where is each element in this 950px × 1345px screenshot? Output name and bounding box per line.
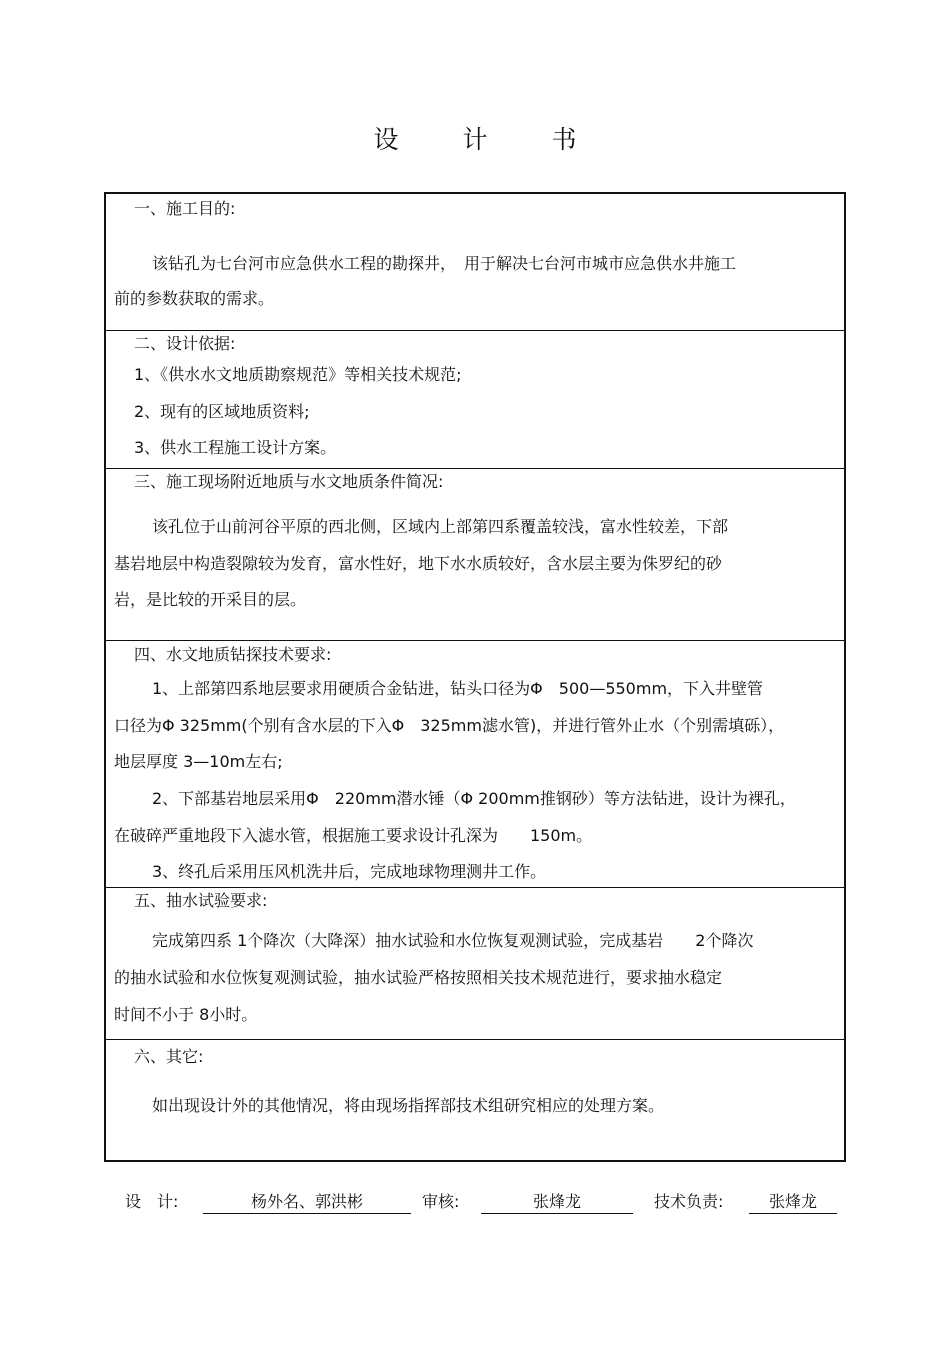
paragraph-line: 口径为Φ 325mm(个别有含水层的下入Φ 325mm滤水管)，并进行管外止水（个别需填砾）， bbox=[114, 716, 785, 735]
design-label: 设 计: bbox=[125, 1192, 179, 1211]
design-value: 杨外名、郭洪彬 bbox=[203, 1190, 411, 1214]
section-drilling-requirements bbox=[106, 641, 844, 888]
design-table bbox=[104, 192, 846, 1162]
section-heading: 五、抽水试验要求: bbox=[134, 891, 268, 910]
section-pumping-test bbox=[106, 888, 844, 1040]
review-label: 审核: bbox=[422, 1192, 460, 1211]
paragraph-line: 在破碎严重地段下入滤水管，根据施工要求设计孔深为 150m。 bbox=[114, 826, 593, 845]
section-heading: 一、施工目的: bbox=[134, 199, 236, 218]
list-item: 2、现有的区域地质资料; bbox=[134, 402, 310, 421]
list-item: 1、《供水水文地质勘察规范》等相关技术规范; bbox=[134, 365, 462, 384]
document-title: 设 计 书 bbox=[373, 125, 605, 154]
section-heading: 二、设计依据: bbox=[134, 334, 236, 353]
list-item: 3、供水工程施工设计方案。 bbox=[134, 438, 337, 457]
paragraph-line: 地层厚度 3—10m左右; bbox=[114, 752, 283, 771]
paragraph-line: 岩，是比较的开采目的层。 bbox=[114, 590, 307, 609]
section-construction-purpose bbox=[106, 194, 844, 331]
section-geology-conditions bbox=[106, 469, 844, 641]
section-design-basis bbox=[106, 331, 844, 469]
paragraph-line: 3、终孔后采用压风机洗井后，完成地球物理测井工作。 bbox=[152, 862, 547, 881]
paragraph-line: 该孔位于山前河谷平原的西北侧，区域内上部第四系覆盖较浅，富水性较差，下部 bbox=[152, 517, 729, 536]
paragraph-line: 完成第四系 1个降次（大降深）抽水试验和水位恢复观测试验，完成基岩 2个降次 bbox=[152, 931, 754, 950]
paragraph-line: 基岩地层中构造裂隙较为发育，富水性好，地下水水质较好，含水层主要为侏罗纪的砂 bbox=[114, 554, 723, 573]
paragraph-line: 如出现设计外的其他情况，将由现场指挥部技术组研究相应的处理方案。 bbox=[152, 1096, 665, 1115]
section-heading: 六、其它: bbox=[134, 1047, 204, 1066]
paragraph-line: 时间不小于 8小时。 bbox=[114, 1005, 258, 1024]
paragraph-line: 该钻孔为七台河市应急供水工程的勘探井， 用于解决七台河市城市应急供水井施工 bbox=[152, 254, 737, 273]
tech-lead-label: 技术负责: bbox=[654, 1192, 724, 1211]
tech-lead-value: 张烽龙 bbox=[749, 1190, 837, 1214]
review-value: 张烽龙 bbox=[481, 1190, 633, 1214]
signature-footer bbox=[0, 1190, 950, 1220]
paragraph-line: 前的参数获取的需求。 bbox=[114, 289, 275, 308]
paragraph-line: 的抽水试验和水位恢复观测试验，抽水试验严格按照相关技术规范进行，要求抽水稳定 bbox=[114, 968, 723, 987]
paragraph-line: 2、下部基岩地层采用Φ 220mm潜水锤（Φ 200mm推钢砂）等方法钻进，设计为裸孔， bbox=[152, 789, 796, 808]
section-other bbox=[106, 1040, 844, 1160]
paragraph-line: 1、上部第四系地层要求用硬质合金钻进，钻头口径为Φ 500—550mm，下入井壁管 bbox=[152, 679, 764, 698]
section-heading: 四、水文地质钻探技术要求: bbox=[134, 645, 332, 664]
section-heading: 三、施工现场附近地质与水文地质条件简况: bbox=[134, 472, 444, 491]
